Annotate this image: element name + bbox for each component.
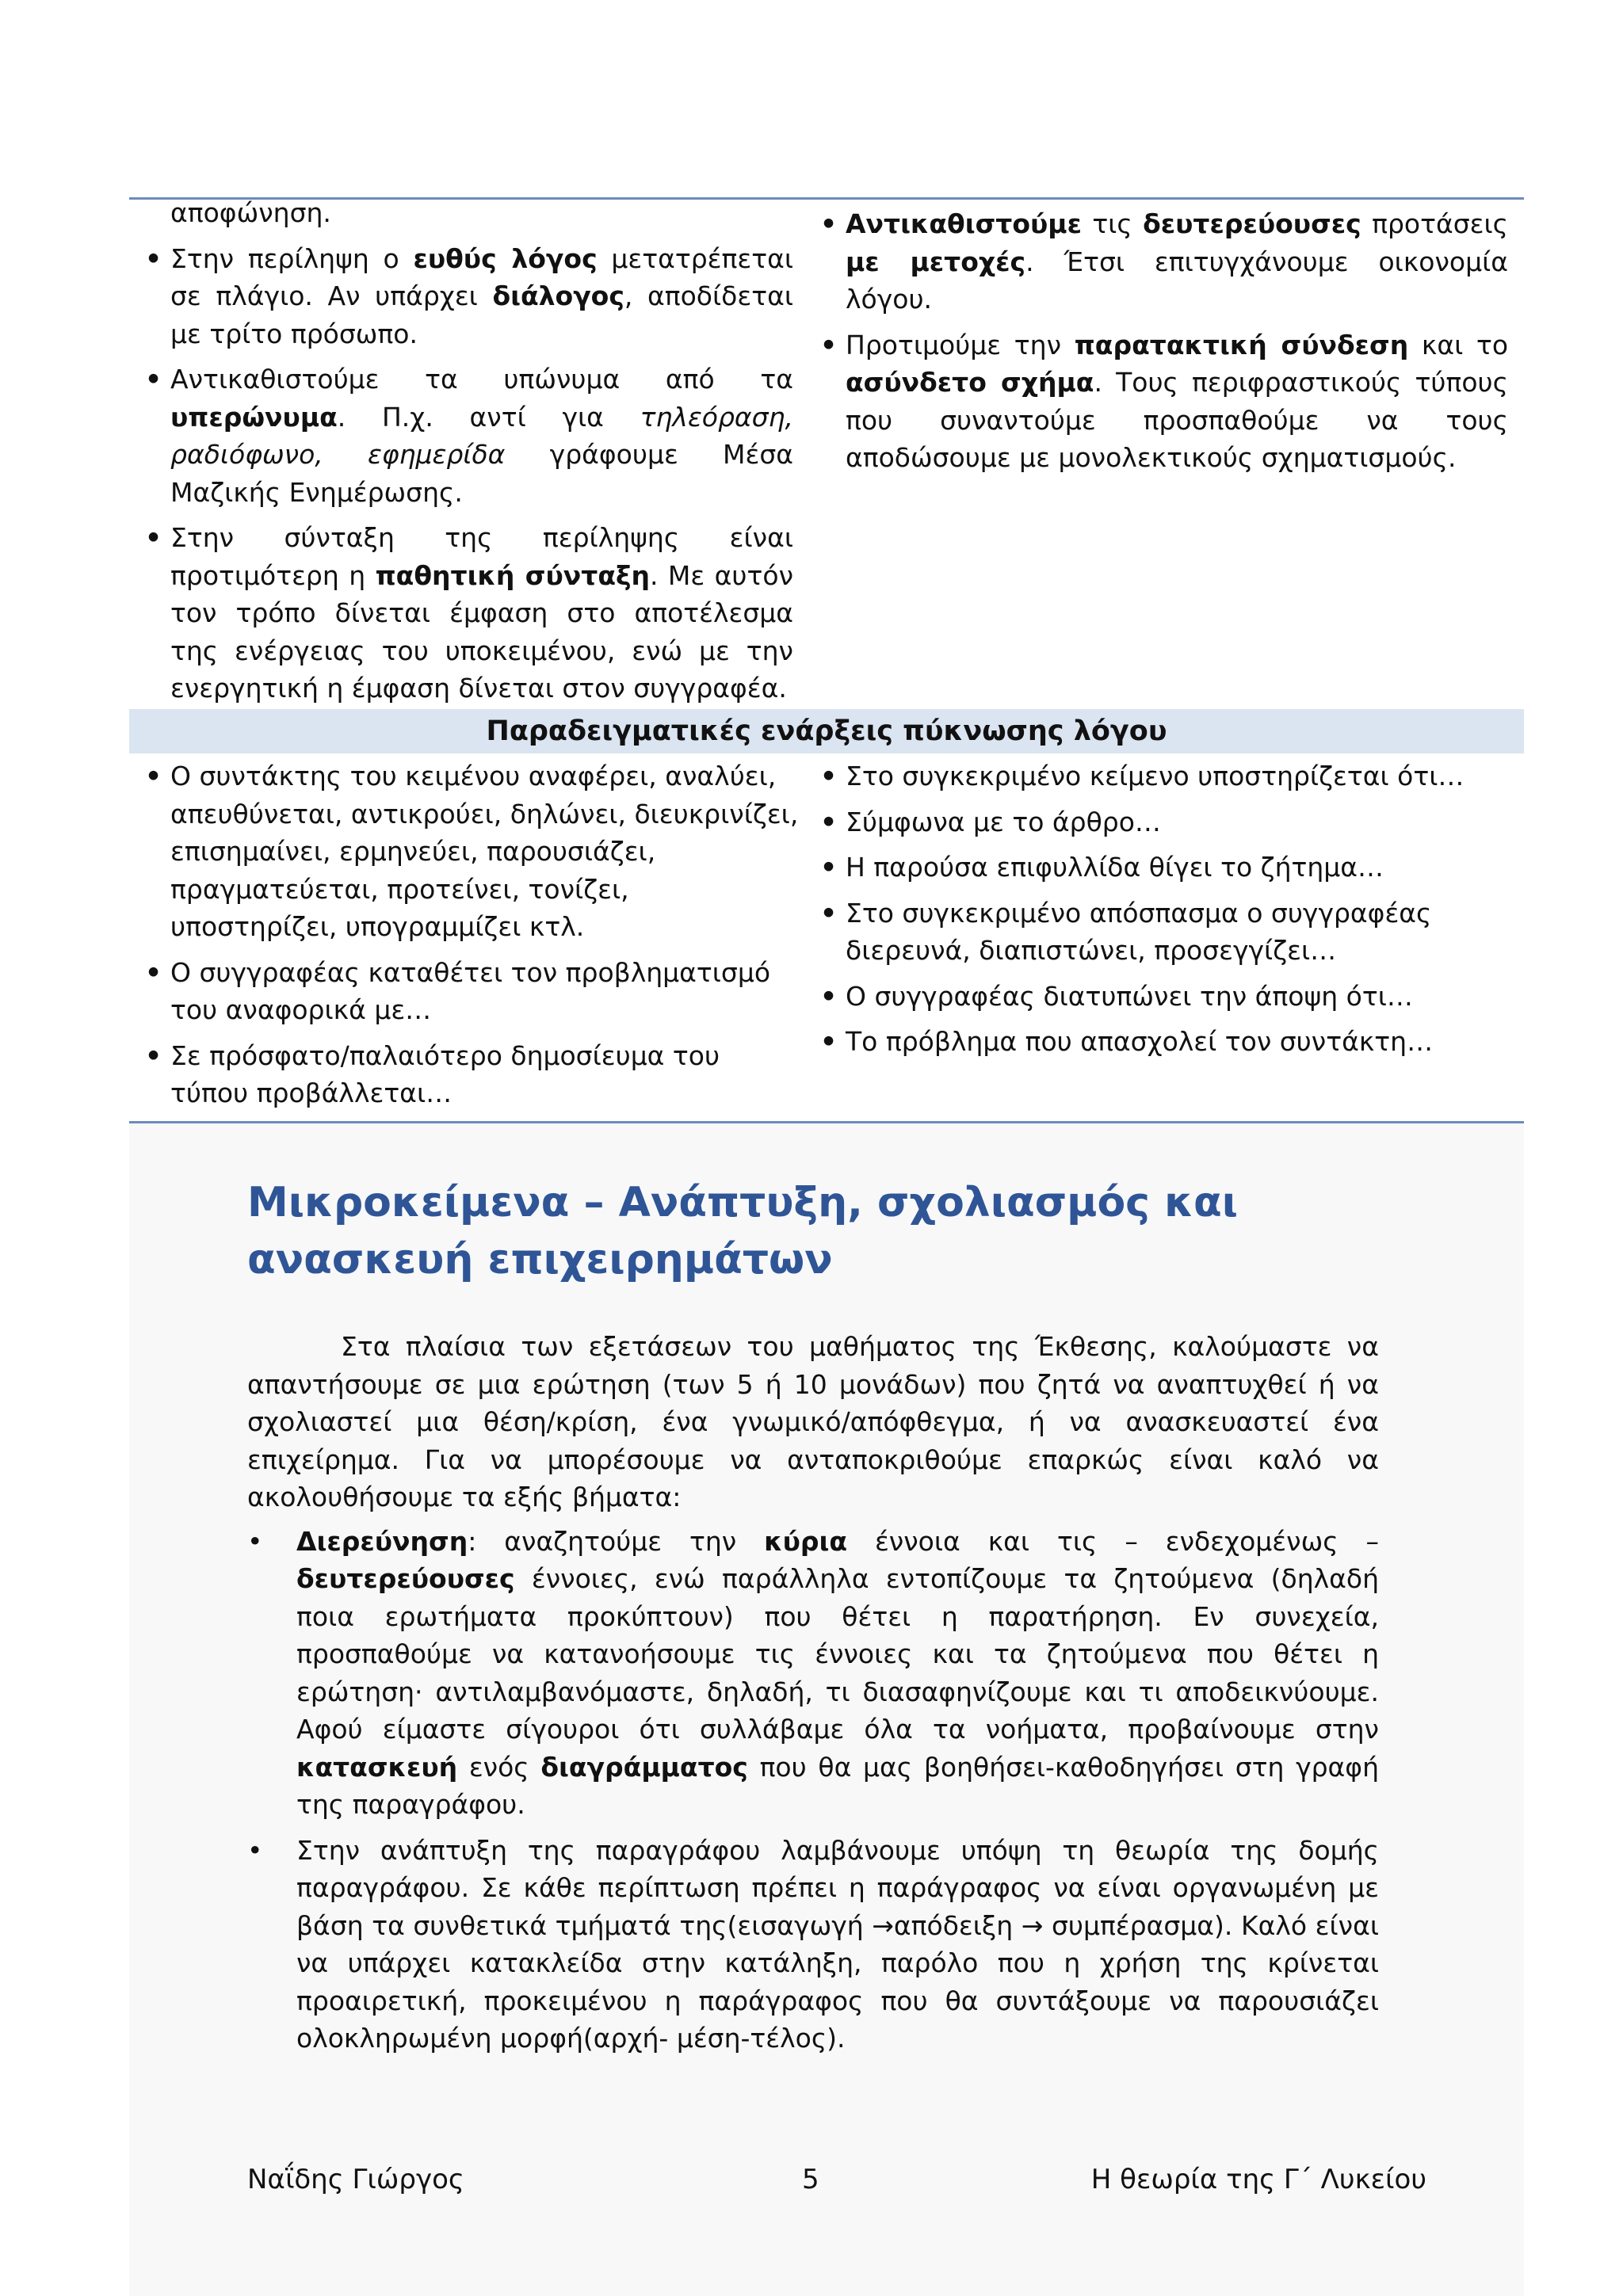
list-item: • Διερεύνηση: αναζητούμε την κύρια έννοια και τις – ενδεχομένως – δευτερεύουσες έννοιες, ενώ παράλληλα εντοπίζουμε τα ζητούμενα (δηλαδή ποια ερωτήματα προκύπτουν) που θέτει η παρατήρηση. Εν συνεχεία, προσπαθούμε να κατανοήσουμε τις έννοιες και τα ζητούμενα που θέτει η ερώτηση· αντιλαμβανόμαστε, δηλαδή, τι διασαφηνίζουμε και τι αποδεικνύουμε. Αφού είμαστε σίγουροι ότι συλλάβαμε όλα τα νοήματα, προβαίνουμε στην κατασκευή ενός διαγράμματος που θα μας βοηθήσει-καθοδηγήσει στη γραφή της παραγράφου. — [247, 1523, 1379, 1824]
list-item: • Αντικαθιστούμε τα υπώνυμα από τα υπερώνυμα. Π.χ. αντί για τηλεόραση, ραδιόφωνο, εφημερίδα γράφουμε Μέσα Μαζικής Ενημέρωσης. — [145, 360, 793, 511]
page-footer — [247, 2160, 1426, 2199]
list-item: • Στην περίληψη ο ευθύς λόγος μετατρέπεται σε πλάγιο. Αν υπάρχει διάλογος, αποδίδεται με τρίτο πρόσωπο. — [145, 240, 793, 353]
examples-right-column — [820, 757, 1508, 1069]
list-item: • Ο συγγραφέας καταθέτει τον προβληματισμό του αναφορικά με… — [145, 954, 803, 1029]
top-left-column — [145, 194, 793, 715]
page-number: 5 — [802, 2164, 819, 2195]
list-item: • Προτιμούμε την παρατακτική σύνδεση και το ασύνδετο σχήμα. Τους περιφραστικούς τύπους που συναντούμε προσπαθούμε να τους αποδώσουμε με μονολεκτικούς σχηματισμούς. — [820, 326, 1508, 477]
list-item: • Ο συγγραφέας διατυπώνει την άποψη ότι… — [820, 978, 1508, 1016]
list-item: • Το πρόβλημα που απασχολεί τον συντάκτη… — [820, 1023, 1508, 1061]
examples-left-column — [145, 757, 803, 1120]
examples-heading: Παραδειγματικές ενάρξεις πύκνωσης λόγου — [129, 709, 1524, 753]
list-item: • Στο συγκεκριμένο απόσπασμα ο συγγραφέας διερευνά, διαπιστώνει, προσεγγίζει… — [820, 894, 1508, 970]
list-item: • Η παρούσα επιφυλλίδα θίγει το ζήτημα… — [820, 849, 1508, 887]
section-body — [247, 1328, 1379, 2065]
list-item: • Αντικαθιστούμε τις δευτερεύουσες προτάσεις με μετοχές. Έτσι επιτυγχάνουμε οικονομία λόγου. — [820, 205, 1508, 318]
section-title: Μικροκείμενα – Ανάπτυξη, σχολιασμός και ανασκευή επιχειρημάτων — [247, 1179, 1239, 1283]
list-item: • Στην ανάπτυξη της παραγράφου λαμβάνουμε υπόψη τη θεωρία της δομής παραγράφου. Σε κάθε περίπτωση πρέπει η παράγραφος να είναι οργανωμένη με βάση τα συνθετικά τμήματά της(εισαγωγή →απόδειξη → συμπέρασμα). Καλό είναι να υπάρχει κατακλείδα στην κατάληξη, παρόλο που η χρήση της κρίνεται προαιρετική, προκειμένου η παράγραφος που θα συντάξουμε να παρουσιάζει ολοκληρωμένη μορφή(αρχή- μέση-τέλος). — [247, 1832, 1379, 2058]
top-right-column — [820, 205, 1508, 485]
intro-paragraph: Στα πλαίσια των εξετάσεων του μαθήματος της Έκθεσης, καλούμαστε να απαντήσουμε σε μια ερώτηση (των 5 ή 10 μονάδων) που ζητά να αναπτυχθεί ή να σχολιαστεί μια θέση/κρίση, ένα γνωμικό/απόφθεγμα, ή να ανασκευαστεί ένα επιχείρημα. Για να μπορέσουμε να ανταποκριθούμε επαρκώς είναι καλό να ακολουθήσουμε τα εξής βήματα: — [247, 1331, 1379, 1512]
list-item: • Στην σύνταξη της περίληψης είναι προτιμότερη η παθητική σύνταξη. Με αυτόν τον τρόπο δίνεται έμφαση στο αποτέλεσμα της ενέργειας του υποκειμένου, ενώ με την ενεργητική η έμφαση δίνεται στον συγγραφέα. — [145, 519, 793, 707]
list-item: • Σύμφωνα με το άρθρο… — [820, 803, 1508, 841]
list-item: • Σε πρόσφατο/παλαιότερο δημοσίευμα του τύπου προβάλλεται… — [145, 1037, 803, 1112]
footer-book-title: Η θεωρία της Γ΄ Λυκείου — [1090, 2164, 1426, 2195]
list-item: • Στο συγκεκριμένο κείμενο υποστηρίζεται ότι… — [820, 757, 1508, 795]
list-item: • Ο συντάκτης του κειμένου αναφέρει, αναλύει, απευθύνεται, αντικρούει, δηλώνει, διευκρινίζει, επισημαίνει, ερμηνεύει, παρουσιάζει, πραγματεύεται, προτείνει, τονίζει, υποστηρίζει, υπογραμμίζει κτλ. — [145, 757, 803, 946]
continued-text: αποφώνηση. — [170, 197, 331, 228]
footer-author: Ναΐδης Γιώργος — [247, 2164, 464, 2195]
bottom-rule — [129, 1121, 1524, 1123]
